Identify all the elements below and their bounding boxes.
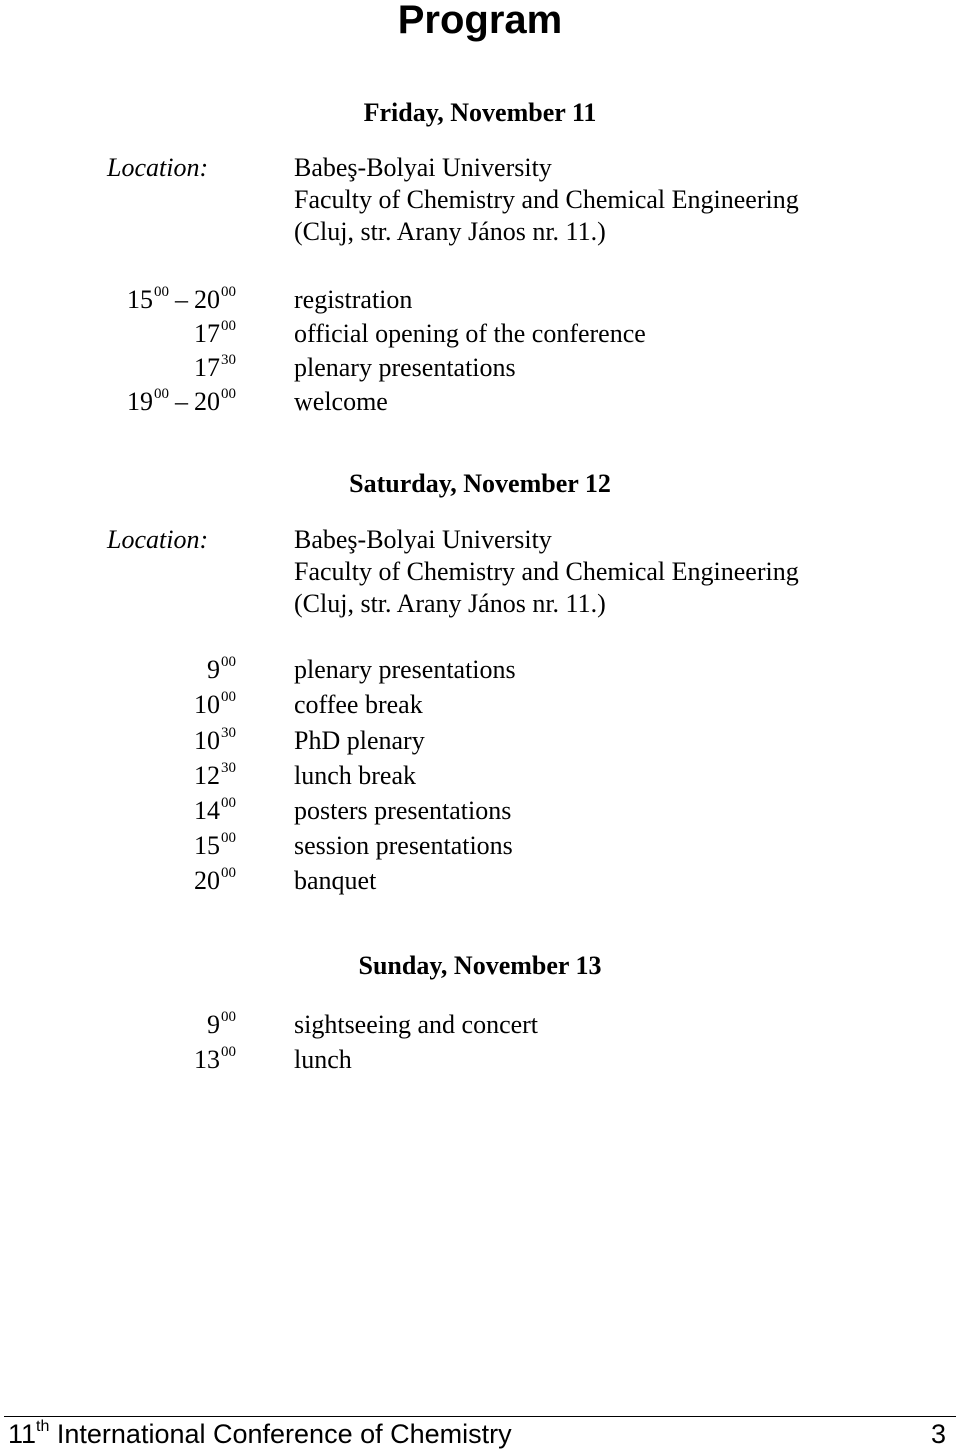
event-activity: lunch <box>294 1045 352 1074</box>
schedule-row <box>0 1008 960 1042</box>
location-line: Faculty of Chemistry and Chemical Engineering <box>294 557 799 586</box>
event-time: $10^{30}$ <box>194 725 236 755</box>
event-activity: coffee break <box>294 690 423 719</box>
day-heading-saturday: Saturday, November 12 <box>349 469 611 498</box>
schedule-row <box>0 724 960 758</box>
page-number: 3 <box>930 1419 946 1449</box>
event-activity: session presentations <box>294 831 513 860</box>
schedule-row <box>0 759 960 793</box>
schedule-row <box>0 794 960 828</box>
page-footer <box>4 1416 956 1455</box>
schedule-row <box>0 283 960 317</box>
event-activity: plenary presentations <box>294 353 516 382</box>
event-time: $15^{00} - 20^{00}$ <box>127 284 236 314</box>
schedule-row <box>0 385 960 419</box>
schedule-row <box>0 1043 960 1077</box>
schedule-row <box>0 317 960 351</box>
day-heading-friday: Friday, November 11 <box>363 98 597 127</box>
location-line: (Cluj, str. Arany János nr. 11.) <box>294 589 606 618</box>
event-time: $9^{00}$ <box>207 1009 236 1039</box>
location-line: Babeş-Bolyai University <box>294 525 552 554</box>
event-activity: lunch break <box>294 761 417 790</box>
page-title: Program <box>397 0 563 42</box>
event-time: $20^{00}$ <box>194 865 236 895</box>
schedule-row <box>0 829 960 863</box>
schedule-row <box>0 351 960 385</box>
event-time: $17^{30}$ <box>194 352 236 382</box>
location-label: Location: <box>107 153 209 182</box>
event-activity: welcome <box>294 387 388 416</box>
location-address <box>294 524 799 620</box>
schedule-row <box>0 864 960 898</box>
event-activity: registration <box>294 285 413 314</box>
event-time: $17^{00}$ <box>194 318 236 348</box>
day-heading-sunday: Sunday, November 13 <box>358 951 602 980</box>
event-activity: official opening of the conference <box>294 319 646 348</box>
event-time: $19^{00} - 20^{00}$ <box>127 386 236 416</box>
location-line: Faculty of Chemistry and Chemical Engineering <box>294 185 799 214</box>
event-activity: sightseeing and concert <box>294 1010 539 1039</box>
event-time: $15^{00}$ <box>194 830 236 860</box>
event-activity: banquet <box>294 866 377 895</box>
location-line: Babeş-Bolyai University <box>294 153 552 182</box>
event-time: $13^{00}$ <box>194 1044 236 1074</box>
location-address <box>294 152 799 248</box>
schedule-row <box>0 653 960 687</box>
event-activity: PhD plenary <box>294 726 425 755</box>
event-activity: plenary presentations <box>294 655 516 684</box>
location-label: Location: <box>107 525 209 554</box>
event-time: $14^{00}$ <box>194 795 236 825</box>
footer-conference-title: 11th International Conference of Chemistry <box>8 1418 512 1449</box>
event-activity: posters presentations <box>294 796 512 825</box>
location-line: (Cluj, str. Arany János nr. 11.) <box>294 217 606 246</box>
event-time: $9^{00}$ <box>207 654 236 684</box>
event-time: $10^{00}$ <box>194 689 236 719</box>
schedule-row <box>0 688 960 722</box>
event-time: $12^{30}$ <box>194 760 236 790</box>
